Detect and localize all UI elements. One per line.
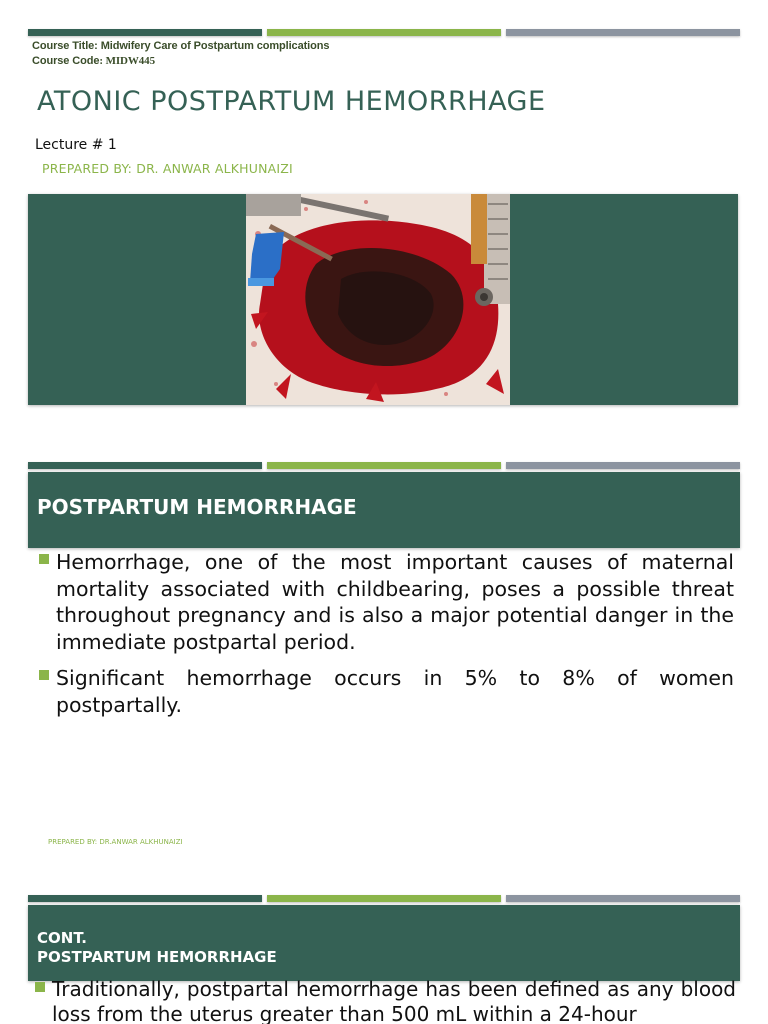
lecture-number: Lecture # 1	[35, 137, 117, 153]
blood-floor-photo-illustration	[246, 194, 510, 405]
slide3-bullet-1: Traditionally, postpartal hemorrhage has been defined as any blood loss from the uterus greater than 500 mL within a 24-hour	[52, 977, 736, 1024]
stripe-gray	[506, 462, 740, 469]
blood-floor-photo	[246, 194, 510, 405]
course-title-label: Course Title:	[32, 40, 98, 52]
course-title-value: Midwifery Care of Postpartum complications	[97, 40, 330, 52]
prepared-by: PREPARED BY: DR. ANWAR ALKHUNAIZI	[42, 161, 293, 176]
course-code-value: : MIDW445	[99, 55, 155, 67]
bullet-square-icon	[39, 554, 49, 564]
stripe-gray	[506, 895, 740, 902]
slide2-heading: POSTPARTUM HEMORRHAGE	[37, 495, 357, 519]
stripe-light-green	[267, 29, 501, 36]
course-title-line	[32, 40, 329, 52]
course-code-line	[32, 55, 155, 67]
stripe-light-green	[267, 462, 501, 469]
slide3-heading-line2: POSTPARTUM HEMORRHAGE	[37, 948, 277, 966]
stripe-light-green	[267, 895, 501, 902]
slide3-heading	[37, 929, 277, 967]
slide1-accent-stripes	[28, 29, 740, 36]
slide2-footer: PREPARED BY: DR.ANWAR ALKHUNAIZI	[48, 838, 183, 846]
slide3-accent-stripes	[28, 895, 740, 902]
slide3-heading-box	[28, 905, 740, 981]
slide2-bullet-2: Significant hemorrhage occurs in 5% to 8% of women postpartally.	[56, 666, 734, 717]
slide2-bullet-1: Hemorrhage, one of the most important causes of maternal mortality associated with childbearing, poses a possible threat throughout pregnancy and is also a major potential danger in the immediate postpartal period.	[56, 550, 734, 654]
slide3-heading-line1: CONT.	[37, 929, 87, 947]
stripe-dark-green	[28, 895, 262, 902]
bullet-square-icon	[35, 982, 45, 992]
stripe-dark-green	[28, 462, 262, 469]
stripe-gray	[506, 29, 740, 36]
title-banner	[28, 194, 738, 405]
course-code-label: Course Code	[32, 55, 100, 67]
slide2-accent-stripes	[28, 462, 740, 469]
slide1-title: ATONIC POSTPARTUM HEMORRHAGE	[37, 86, 546, 117]
stripe-dark-green	[28, 29, 262, 36]
bullet-square-icon	[39, 670, 49, 680]
slide2-heading-box	[28, 472, 740, 548]
